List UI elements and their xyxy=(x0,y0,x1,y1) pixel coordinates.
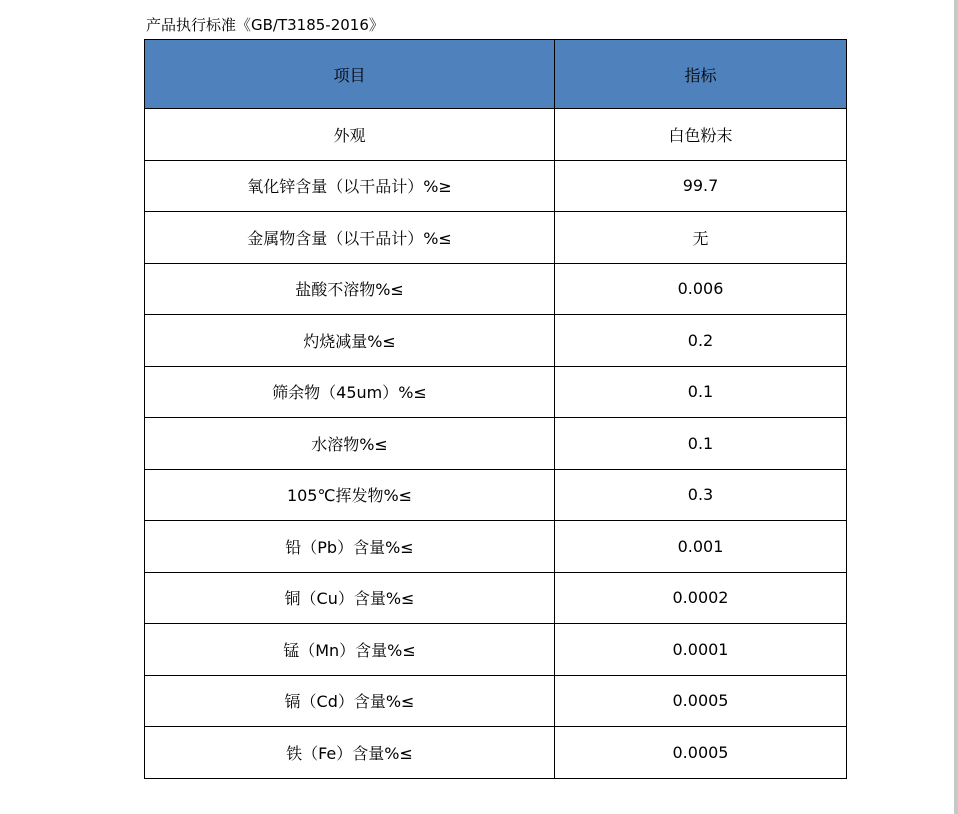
cell-item: 灼烧减量%≤ xyxy=(145,315,555,367)
cell-item: 105℃挥发物%≤ xyxy=(145,469,555,521)
cell-spec: 0.0005 xyxy=(555,727,847,779)
header-row xyxy=(145,40,847,109)
cell-spec: 0.3 xyxy=(555,469,847,521)
cell-spec: 0.2 xyxy=(555,315,847,367)
cell-item: 锰（Mn）含量%≤ xyxy=(145,624,555,676)
cell-spec: 0.0001 xyxy=(555,624,847,676)
cell-item: 金属物含量（以干品计）%≤ xyxy=(145,212,555,264)
cell-item: 铜（Cu）含量%≤ xyxy=(145,572,555,624)
cell-spec: 0.006 xyxy=(555,263,847,315)
cell-spec: 0.1 xyxy=(555,418,847,470)
table-row xyxy=(145,572,847,624)
cell-item: 铅（Pb）含量%≤ xyxy=(145,521,555,573)
cell-item: 盐酸不溶物%≤ xyxy=(145,263,555,315)
table-row xyxy=(145,469,847,521)
header-spec: 指标 xyxy=(555,40,847,109)
scrollbar[interactable] xyxy=(954,0,958,814)
cell-item: 外观 xyxy=(145,109,555,161)
table-row xyxy=(145,521,847,573)
table-row xyxy=(145,418,847,470)
cell-spec: 0.0005 xyxy=(555,675,847,727)
cell-spec: 0.001 xyxy=(555,521,847,573)
document-title: 产品执行标准《GB/T3185-2016》 xyxy=(146,16,384,34)
table-row xyxy=(145,160,847,212)
table-row xyxy=(145,109,847,161)
table-row xyxy=(145,624,847,676)
cell-spec: 无 xyxy=(555,212,847,264)
spec-table xyxy=(144,39,847,779)
table-row xyxy=(145,263,847,315)
cell-item: 筛余物（45um）%≤ xyxy=(145,366,555,418)
cell-spec: 0.1 xyxy=(555,366,847,418)
cell-spec: 白色粉末 xyxy=(555,109,847,161)
table-row xyxy=(145,366,847,418)
cell-spec: 99.7 xyxy=(555,160,847,212)
cell-item: 氧化锌含量（以干品计）%≥ xyxy=(145,160,555,212)
table-row xyxy=(145,675,847,727)
table-row xyxy=(145,727,847,779)
table-row xyxy=(145,315,847,367)
cell-item: 铁（Fe）含量%≤ xyxy=(145,727,555,779)
cell-item: 水溶物%≤ xyxy=(145,418,555,470)
cell-spec: 0.0002 xyxy=(555,572,847,624)
table-row xyxy=(145,212,847,264)
cell-item: 镉（Cd）含量%≤ xyxy=(145,675,555,727)
header-item: 项目 xyxy=(145,40,555,109)
